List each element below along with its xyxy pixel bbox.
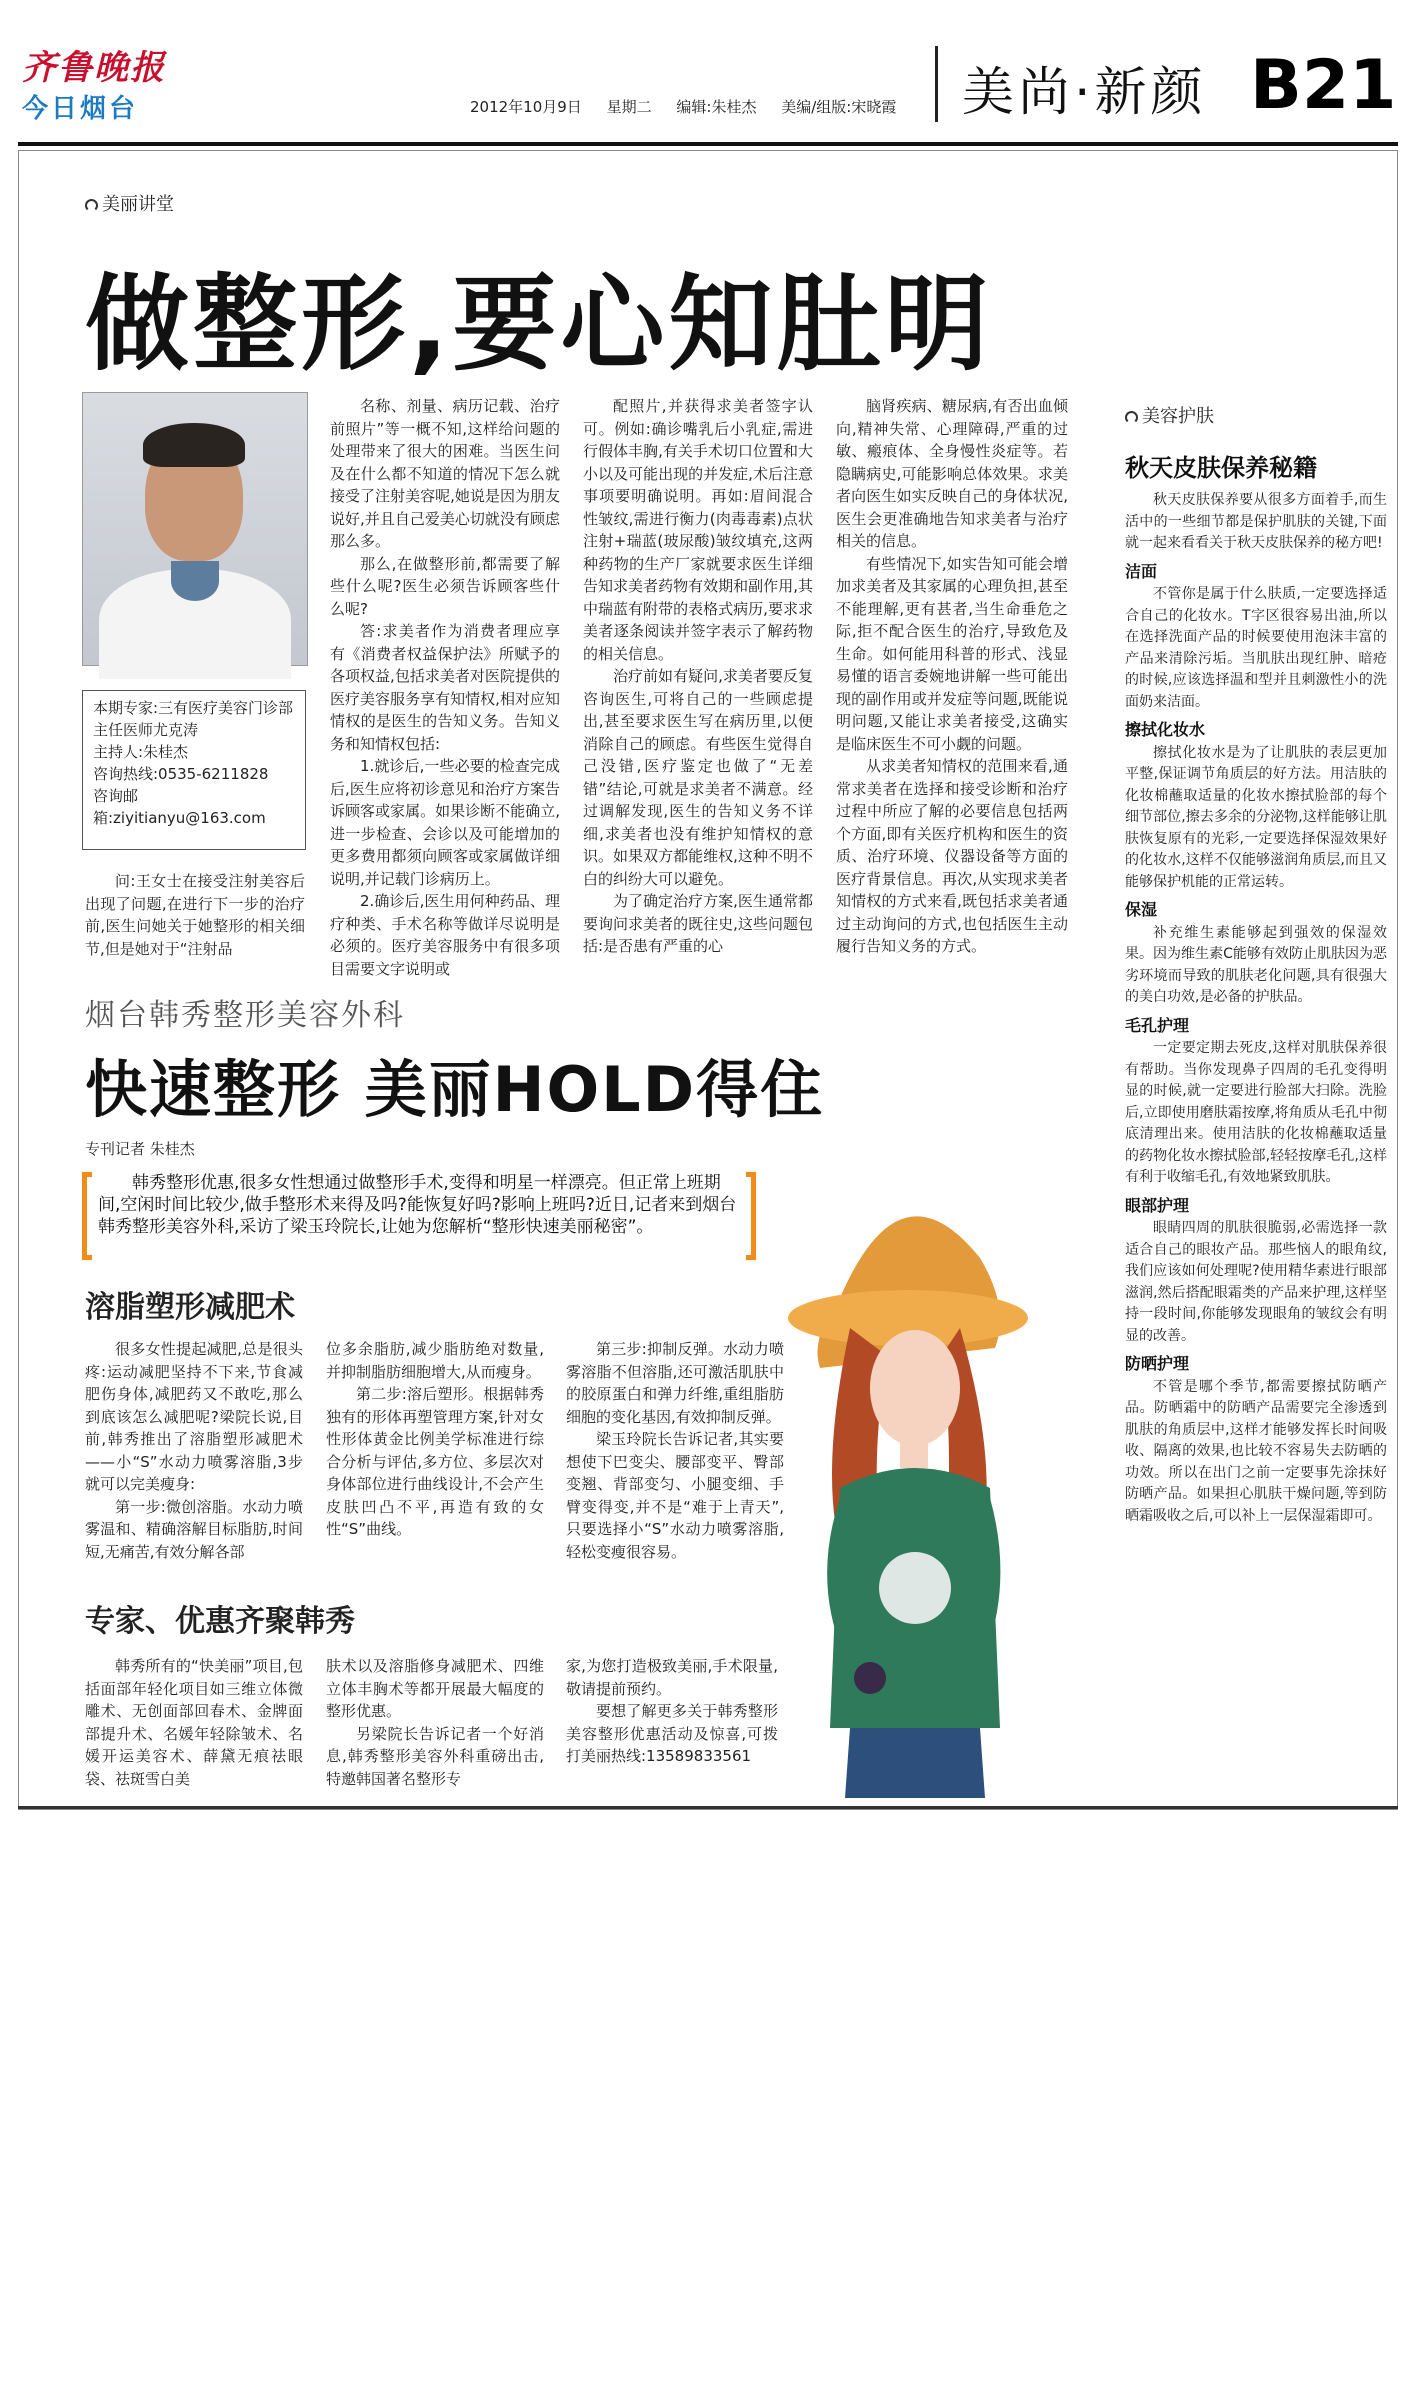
sidebar-heading: 擦拭化妆水 [1125, 720, 1206, 739]
article2-s1-col3 [566, 1338, 784, 1588]
article2-headline: 快速整形 美丽HOLD得住 [85, 1053, 825, 1126]
sidebar-paragraph: 擦拭化妆水是为了让肌肤的表层更加平整,保证调节角质层的好方法。用洁肤的化妆棉蘸取适量的化妆水擦拭脸部的每个细节部位,擦去多余的分泌物,这样能够让肌肤恢复原有的光彩,一定要选择保湿效果好的化妆水,这样不仅能够滋润角质层,而且又能够保护机能的正常运转。 [1125, 744, 1387, 890]
sidebar-paragraph: 不管是哪个季节,都需要擦拭防晒产品。防晒霜中的防晒产品需要完全渗透到肌肤的角质层中,这样才能够发挥长时间吸收、隔离的效果,也比较不容易失去防晒的功效。所以在出门之前一定要事先涂抹好防晒产品。如果担心肌肤干燥问题,等到防晒霜吸收之后,可以补上一层保湿霜即可。 [1125, 1378, 1387, 1524]
article2-lead [98, 1172, 738, 1260]
expert-infobox [82, 690, 306, 850]
sidebar-heading: 毛孔护理 [1125, 1015, 1190, 1035]
sidebar-heading: 眼部护理 [1125, 1195, 1190, 1215]
subhead-experts: 专家、优惠齐聚韩秀 [85, 1604, 355, 1639]
paragraph: 那么,在做整形前,都需要了解些什么呢?医生必须告诉顾客些什么呢? [330, 554, 560, 618]
expert-name: 本期专家:三有医疗美容门诊部主任医师尤克涛 [93, 699, 294, 739]
subhead-liposuction: 溶脂塑形减肥术 [85, 1290, 295, 1325]
paragraph: 韩秀所有的“快美丽”项目,包括面部年轻化项目如三维立体微雕术、无创面部回春术、金牌面部提升术、名媛年轻除皱术、名媛开运美容术、薛黛无痕祛眼袋、祛斑雪白美 [85, 1657, 303, 1788]
paragraph: 要想了解更多关于韩秀整形美容整形优惠活动及惊喜,可拨打美丽热线:13589833561 [566, 1702, 778, 1765]
paragraph: 第一步:微创溶脂。水动力喷雾温和、精确溶解目标脂肪,时间短,无痛苦,有效分解各部 [85, 1497, 303, 1561]
sidebar-tag-label: 美容护肤 [1142, 406, 1214, 427]
main-headline: 做整形,要心知肚明 [85, 263, 993, 385]
article2-s2-col3 [566, 1655, 778, 1800]
paragraph: 另梁院长告诉记者一个好消息,韩秀整形美容外科重磅出击,特邀韩国著名整形专 [326, 1724, 544, 1788]
article2-s2-col1 [85, 1655, 303, 1800]
paragraph: 2.确诊后,医生用何种药品、理疗种类、手术名称等做详尽说明是必须的。医疗美容服务中有很多项目需要文字说明或 [330, 892, 560, 978]
article1-col1 [85, 870, 305, 970]
reporter-byline: 专刊记者 朱桂杰 [85, 1140, 195, 1158]
lead-bracket-right [746, 1172, 756, 1260]
article2-s1-col2 [326, 1338, 544, 1588]
article1-col2 [330, 395, 560, 978]
paragraph: 名称、剂量、病历记载、治疗前照片”等一概不知,这样给问题的处理带来了很大的困难。当医生问及在什么都不知道的情况下怎么就接受了注射美容呢,她说是因为朋友说好,并且自己爱美心切就没有顾虑那么多。 [330, 397, 560, 550]
paragraph: 肤术以及溶脂修身减肥术、四维立体丰胸术等都开展最大幅度的整形优惠。 [326, 1657, 544, 1720]
sidebar-body [1125, 490, 1387, 1800]
header-divider [935, 46, 938, 122]
sidebar-intro: 秋天皮肤保养要从很多方面着手,而生活中的一些细节都是保护肌肤的关键,下面就一起来看看关于秋天皮肤保养的秘方吧! [1125, 492, 1387, 551]
sidebar-heading: 防晒护理 [1125, 1354, 1190, 1373]
sidebar-paragraph: 眼睛四周的肌肤很脆弱,必需选择一款适合自己的眼妆产品。那些恼人的眼角纹,我们应该如何处理呢?使用精华素进行眼部滋润,然后搭配眼霜类的产品来护理,这样坚持一段时间,你能够发现眼角的皱纹会有明显的改善。 [1125, 1220, 1387, 1344]
paragraph: 有些情况下,如实告知可能会增加求美者及其家属的心理负担,甚至不能理解,更有甚者,当生命垂危之际,拒不配合医生的治疗,导致危及生命。如何能用科普的形式、浅显易懂的语言委婉地讲解一些可能出现的副作用或并发症等问题,既能说明问题,又能让求美者接受,这确实是临床医生不可小觑的问题。 [836, 554, 1068, 753]
sidebar-heading: 保湿 [1125, 900, 1158, 919]
section-title: 美尚·新颜 [962, 63, 1207, 123]
header-rule [18, 142, 1398, 146]
host-name: 主持人:朱桂杰 [93, 743, 189, 761]
column-tag-icon [85, 199, 98, 212]
article2-s1-col1 [85, 1338, 303, 1588]
expert-photo [82, 392, 308, 666]
paragraph: 问:王女士在接受注射美容后出现了问题,在进行下一步的治疗前,医生问她关于她整形的相关细节,但是她对于“注射品 [85, 872, 305, 958]
page-number: B21 [1250, 46, 1397, 125]
paragraph: 第三步:抑制反弹。水动力喷雾溶脂不但溶脂,还可激活肌肤中的胶原蛋白和弹力纤维,重组脂肪细胞的变化基因,有效抑制反弹。 [566, 1340, 784, 1426]
editor-credit: 编辑:朱桂杰 [676, 98, 757, 116]
edition-name: 今日烟台 [22, 94, 139, 124]
paragraph: 很多女性提起减肥,总是很头疼:运动减肥坚持不下来,节食减肥伤身体,减肥药又不敢吃,那么到底该怎么减肥呢?梁院长说,目前,韩秀推出了溶脂塑形减肥术——小“S”水动力喷雾溶脂,3步就可以完美瘦身: [85, 1340, 303, 1493]
fashion-girl-illustration [780, 1168, 1030, 1798]
paragraph: 脑肾疾病、糖尿病,有否出血倾向,精神失常、心理障碍,严重的过敏、瘢痕体、全身慢性炎症等。若隐瞒病史,可能影响总体效果。求美者向医生如实反映自己的身体状况,医生会更准确地告知求美者与治疗相关的信息。 [836, 397, 1068, 550]
article2-s2-col2 [326, 1655, 544, 1800]
paragraph: 家,为您打造极致美丽,手术限量,敬请提前预约。 [566, 1657, 778, 1698]
paragraph: 答:求美者作为消费者理应享有《消费者权益保护法》所赋予的各项权益,包括求美者对医院提供的医疗美容服务享有知情权,相对应知情权的是医生的告知义务。告知义务和知情权包括: [330, 622, 560, 753]
hotline: 咨询热线:0535-6211828 [93, 765, 269, 783]
paragraph: 位多余脂肪,减少脂肪绝对数量,并抑制脂肪细胞增大,从而瘦身。 [326, 1340, 544, 1381]
paragraph: 配照片,并获得求美者签字认可。例如:确诊嘴乳后小乳症,需进行假体丰胸,有关手术切口位置和大小以及可能出现的并发症,术后注意事项要明确说明。再如:眉间混合性皱纹,需进行衡力(肉毒毒素)点状注射+瑞蓝(玻尿酸)皱纹填充,这两种药物的生产厂家就要求医生详细告知求美者药物有效期和副作用,其中瑞蓝有附带的表格式病历,要求求美者逐条阅读并签字表示了解药物的相关信息。 [583, 397, 813, 663]
sidebar-heading: 洁面 [1125, 561, 1158, 581]
lead-text: 韩秀整形优惠,很多女性想通过做整形手术,变得和明星一样漂亮。但正常上班期间,空闲时间比较少,做手整形术来得及吗?能恢复好吗?影响上班吗?近日,记者来到烟台韩秀整形美容外科,采访了梁玉玲院长,让她为您解析“整形快速美丽秘密”。 [98, 1173, 737, 1237]
issue-weekday: 星期二 [606, 98, 652, 116]
column-tag [85, 190, 174, 216]
sponsor-name: 烟台韩秀整形美容外科 [85, 998, 405, 1033]
sidebar-paragraph: 一定要定期去死皮,这样对肌肤保养很有帮助。当你发现鼻子四周的毛孔变得明显的时候,就一定要进行脸部大扫除。洗脸后,立即使用磨肤霜按摩,将角质从毛孔中彻底清理出来。使用洁肤的化妆棉蘸取适量的药物化妆水擦拭脸部,轻轻按摩毛孔,这样有利于收缩毛孔,有效地紧致肌肤。 [1125, 1040, 1387, 1185]
contact-email: 咨询邮箱:ziyitianyu@163.com [93, 787, 266, 827]
sidebar-paragraph: 补充维生素能够起到强效的保湿效果。因为维生素C能够有效防止肌肤因为恶劣环境而导致的肌肤老化问题,具有很强大的美白功效,是必备的护肤品。 [1125, 924, 1387, 1005]
paragraph: 1.就诊后,一些必要的检查完成后,医生应将初诊意见和治疗方案告诉顾客或家属。如果诊断不能确立,进一步检查、会诊以及可能增加的更多费用都须向顾客或家属做详细说明,并记载门诊病历上。 [330, 757, 560, 888]
column-tag-icon [1125, 411, 1138, 424]
footer-rule [18, 1806, 1398, 1809]
paragraph: 第二步:溶后塑形。根据韩秀独有的形体再塑管理方案,针对女性形体黄金比例美学标准进行综合分析与评估,多方位、多层次对身体部位进行曲线设计,不会产生皮肤凹凸不平,再造有致的女性“S”曲线。 [326, 1385, 544, 1538]
lead-bracket-left [82, 1172, 92, 1260]
issue-date: 2012年10月9日 [470, 98, 582, 116]
sidebar-column-tag [1125, 402, 1214, 428]
sidebar-headline: 秋天皮肤保养秘籍 [1125, 454, 1317, 482]
article1-col4 [836, 395, 1068, 955]
paragraph: 治疗前如有疑问,求美者要反复咨询医生,可将自己的一些顾虑提出,甚至要求医生写在病历里,以便消除自己的顾虑。有些医生觉得自己没错,医疗鉴定也做了“无差错”结论,可就是求美者不满意。经过调解发现,医生的告知义务不详细,求美者也没有维护知情权的意识。如果双方都能维权,这种不明不白的纠纷大可以避免。 [583, 667, 813, 888]
paragraph: 梁玉玲院长告诉记者,其实要想使下巴变尖、腰部变平、臀部变翘、背部变匀、小腿变细、手臂变得变,并不是“难于上青天”,只要选择小“S”水动力喷雾溶脂,轻松变瘦很容易。 [566, 1430, 784, 1561]
sidebar-paragraph: 不管你是属于什么肤质,一定要选择适合自己的化妆水。T字区很容易出油,所以在选择洗面产品的时候要使用泡沫丰富的产品来清除污垢。当肌肤出现红肿、暗疮的时候,应该选择温和型并且刺激性小的洗面奶来洁面。 [1125, 586, 1387, 710]
paragraph: 从求美者知情权的范围来看,通常求美者在选择和接受诊断和治疗过程中所应了解的必要信息包括两个方面,即有关医疗机构和医生的资质、治疗环境、仪器设备等方面的医疗背景信息。再次,从实现求美者知情权的方式来看,既包括求美者通过主动询问的方式,也包括医生主动履行告知义务的方式。 [836, 757, 1068, 955]
column-tag-label: 美丽讲堂 [102, 194, 174, 215]
article1-col3 [583, 395, 813, 955]
designer-credit: 美编/组版:宋晓霞 [781, 98, 897, 116]
newspaper-logo: 齐鲁晚报 [22, 48, 166, 88]
paragraph: 为了确定治疗方案,医生通常都要询问求美者的既往史,这些问题包括:是否患有严重的心 [583, 892, 813, 955]
dateline [470, 96, 916, 117]
